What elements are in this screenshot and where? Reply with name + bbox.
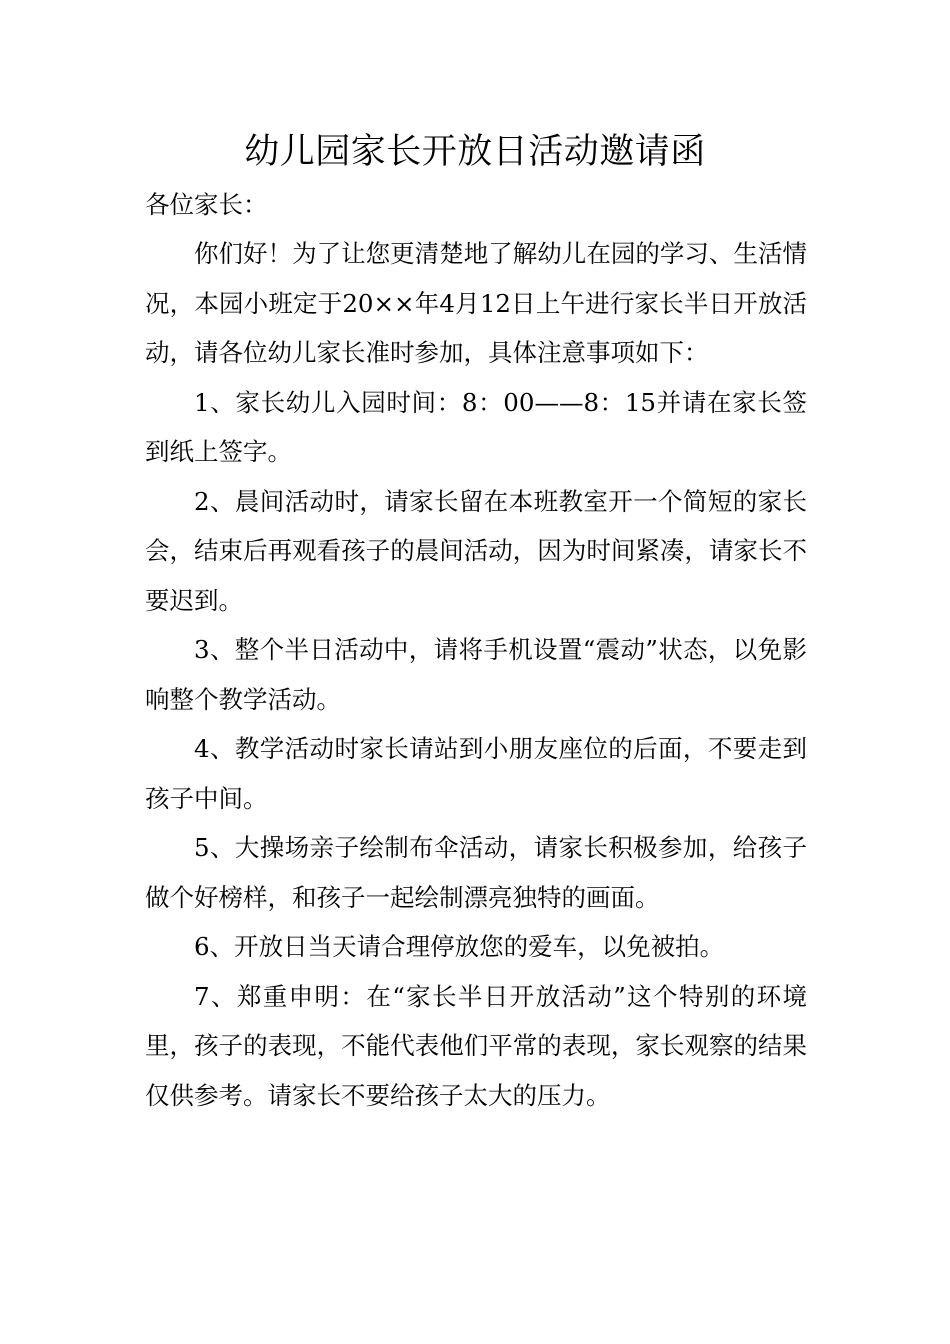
- paragraph-list: [145, 229, 807, 1120]
- greeting-line: 各位家长：: [145, 190, 268, 219]
- notice-item-2: 2、晨间活动时，请家长留在本班教室开一个简短的家长会，结束后再观看孩子的晨间活动，因为时间紧凑，请家长不要迟到。: [145, 486, 807, 615]
- notice-item-6: 6、开放日当天请合理停放您的爱车，以免被拍。: [194, 932, 725, 961]
- intro-paragraph: 你们好！为了让您更清楚地了解幼儿在园的学习、生活情况，本园小班定于20××年4月12日上午进行家长半日开放活动，请各位幼儿家长准时参加，具体注意事项如下：: [145, 239, 807, 367]
- notice-item-1: 1、家长幼儿入园时间：8：00——8：15并请在家长签到纸上签字。: [145, 387, 807, 466]
- document-title: 幼儿园家长开放日活动邀请函: [244, 132, 706, 172]
- notice-item-4: 4、教学活动时家长请站到小朋友座位的后面，不要走到孩子中间。: [145, 734, 807, 813]
- notice-item-5: 5、大操场亲子绘制布伞活动，请家长积极参加，给孩子做个好榜样，和孩子一起绘制漂亮独特的画面。: [145, 833, 807, 912]
- notice-item-3: 3、整个半日活动中，请将手机设置“震动”状态，以免影响整个教学活动。: [145, 635, 807, 714]
- notice-item-7: 7、郑重申明：在“家长半日开放活动”这个特别的环境里，孩子的表现，不能代表他们平常的表现，家长观察的结果仅供参考。请家长不要给孩子太大的压力。: [145, 981, 807, 1110]
